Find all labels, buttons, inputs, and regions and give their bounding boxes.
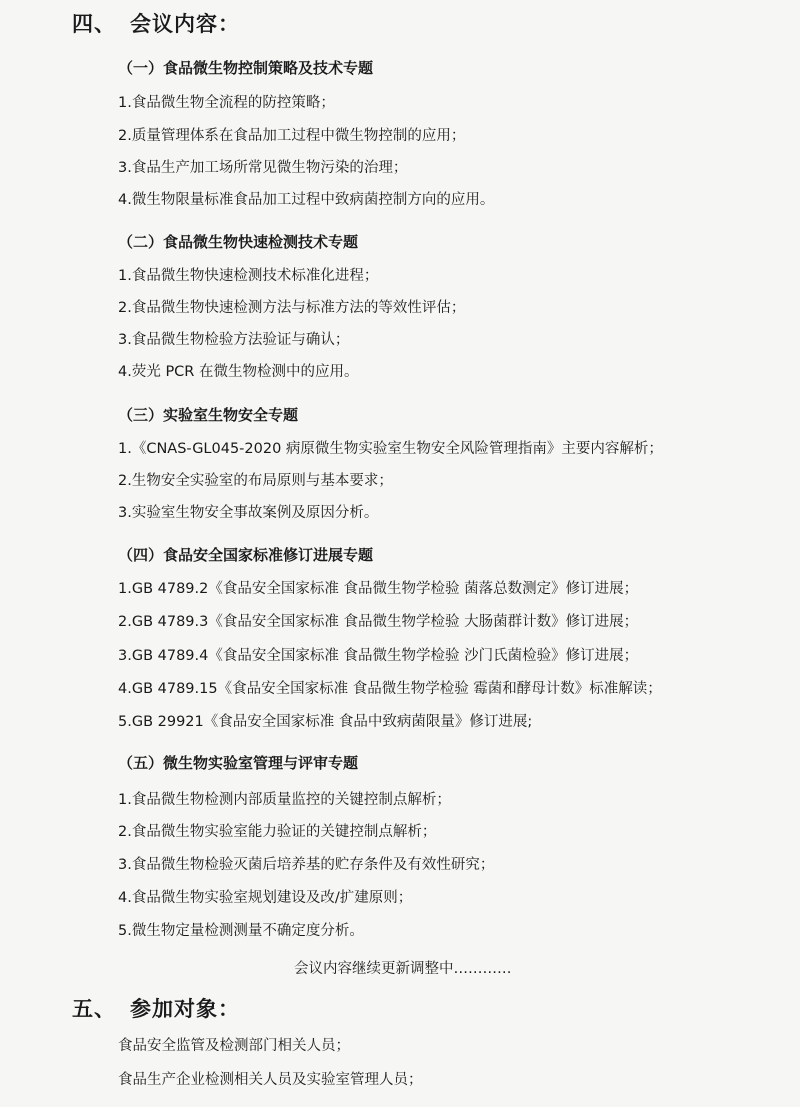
topic-5-item-4: 4.食品微生物实验室规划建设及改/扩建原则； [118,890,413,906]
topic-5-item-5: 5.微生物定量检测测量不确定度分析。 [118,923,364,939]
update-note: 会议内容继续更新调整中………… [294,961,512,977]
section-4-number: 四、 [72,12,116,36]
topic-4-item-3: 3.GB 4789.4《食品安全国家标准 食品微生物学检验 沙门氏菌检验》修订进展； [118,648,639,664]
section-4-title: 会议内容： [130,12,240,36]
audience-item-2: 食品生产企业检测相关人员及实验室管理人员； [118,1072,423,1088]
section-5-number: 五、 [72,997,116,1021]
topic-2-item-4: 4.荧光 PCR 在微生物检测中的应用。 [118,364,359,380]
topic-4-item-2: 2.GB 4789.3《食品安全国家标准 食品微生物学检验 大肠菌群计数》修订进展； [118,614,639,630]
section-5-heading [72,993,372,1023]
topic-3-item-1: 1.《CNAS-GL045-2020 病原微生物实验室生物安全风险管理指南》主要内容解析； [118,441,663,457]
topic-1-item-3: 3.食品生产加工场所常见微生物污染的治理； [118,160,408,176]
topic-4-item-1: 1.GB 4789.2《食品安全国家标准 食品微生物学检验 菌落总数测定》修订进展； [118,581,639,597]
topic-4-item-4: 4.GB 4789.15《食品安全国家标准 食品微生物学检验 霉菌和酵母计数》标准解读； [118,681,662,697]
topic-5-item-3: 3.食品微生物检验灭菌后培养基的贮存条件及有效性研究； [118,857,495,873]
topic-2-item-3: 3.食品微生物检验方法验证与确认； [118,332,350,348]
topic-1-item-2: 2.质量管理体系在食品加工过程中微生物控制的应用； [118,128,466,144]
topic-4-heading: （四）食品安全国家标准修订进展专题 [118,546,374,564]
audience-item-1: 食品安全监管及检测部门相关人员； [118,1038,350,1054]
topic-2-item-2: 2.食品微生物快速检测方法与标准方法的等效性评估； [118,300,466,316]
topic-1-item-1: 1.食品微生物全流程的防控策略； [118,95,335,111]
topic-3-item-2: 2.生物安全实验室的布局原则与基本要求； [118,473,393,489]
topic-4-item-5: 5.GB 29921《食品安全国家标准 食品中致病菌限量》修订进展; [118,714,533,730]
topic-1-heading: （一）食品微生物控制策略及技术专题 [118,59,374,77]
section-5-title: 参加对象： [130,997,240,1021]
topic-2-item-1: 1.食品微生物快速检测技术标准化进程； [118,268,379,284]
topic-3-item-3: 3.实验室生物安全事故案例及原因分析。 [118,505,379,521]
topic-2-heading: （二）食品微生物快速检测技术专题 [118,233,359,251]
topic-5-heading: （五）微生物实验室管理与评审专题 [118,754,359,772]
topic-3-heading: （三）实验室生物安全专题 [118,406,299,424]
section-4-heading [72,8,372,38]
topic-1-item-4: 4.微生物限量标准食品加工过程中致病菌控制方向的应用。 [118,192,495,208]
topic-5-item-1: 1.食品微生物检测内部质量监控的关键控制点解析； [118,792,451,808]
topic-5-item-2: 2.食品微生物实验室能力验证的关键控制点解析； [118,824,437,840]
